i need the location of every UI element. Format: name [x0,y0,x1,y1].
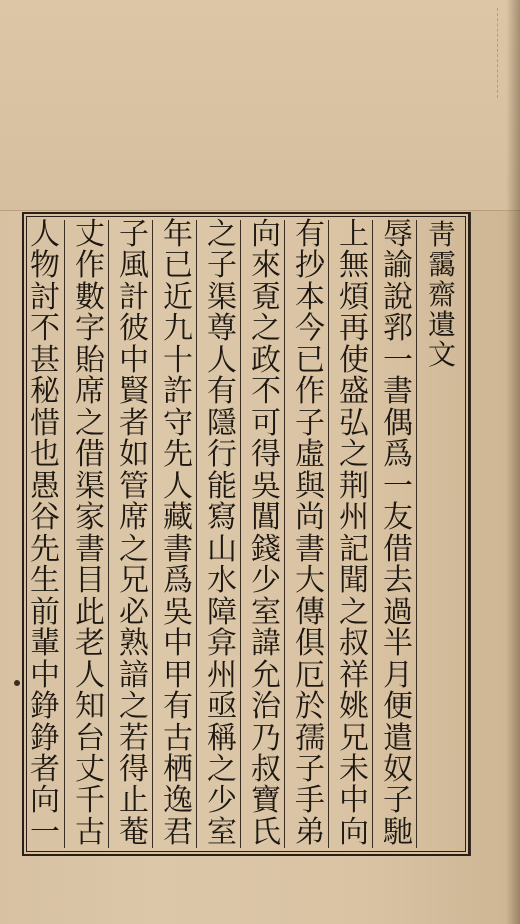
character: 有 [295,217,325,252]
character: 靑 [427,218,456,251]
character: 半 [383,626,413,662]
character: 者 [119,405,149,441]
character: 馳 [383,814,413,850]
character: 聞 [339,563,369,599]
character: 人 [163,468,193,504]
character: 甲 [163,657,193,693]
character: 一 [383,342,413,378]
character: 貽 [75,342,105,378]
character: 之 [339,437,369,473]
character: 栖 [163,751,193,787]
character: 藏 [163,500,193,536]
character: 於 [295,689,325,725]
character: 年 [163,217,193,252]
character: 物 [30,248,60,284]
character: 說 [383,279,413,315]
character: 古 [163,720,193,756]
character: 也 [30,437,60,473]
character: 靄 [427,248,456,281]
character: 使 [339,342,369,378]
character: 台 [75,720,105,756]
character: 近 [163,279,193,315]
character: 允 [251,657,281,693]
character: 錚 [30,689,60,725]
character: 閶 [251,500,281,536]
character: 作 [295,374,325,410]
character: 計 [119,279,149,315]
character: 厄 [295,657,325,693]
character: 吳 [163,594,193,630]
character: 今 [295,311,325,347]
character: 此 [75,594,105,630]
character: 人 [75,657,105,693]
character: 可 [251,405,281,441]
text-column-8 [64,217,115,850]
character: 郛 [383,311,413,347]
character: 月 [383,657,413,693]
character: 吳 [251,468,281,504]
character: 輩 [30,626,60,662]
character: 盛 [339,374,369,410]
fore-edge-strip [470,212,485,856]
character: 如 [119,437,149,473]
character: 寫 [207,500,237,536]
character: 之 [75,405,105,441]
character: 討 [30,279,60,315]
character: 菴 [119,814,149,850]
character: 州 [207,657,237,693]
character: 乃 [251,720,281,756]
character: 亟 [207,689,237,725]
character: 借 [383,531,413,567]
character: 弇 [207,626,237,662]
character: 室 [207,814,237,850]
character: 本 [295,279,325,315]
character: 中 [119,342,149,378]
character: 障 [207,594,237,630]
character: 惜 [30,405,60,441]
text-column-9 [20,217,70,850]
character: 行 [207,437,237,473]
character: 稱 [207,720,237,756]
character: 子 [295,751,325,787]
text-column-3 [284,217,335,850]
character: 大 [295,563,325,599]
character: 弟 [295,814,325,850]
character: 弘 [339,405,369,441]
character: 州 [339,500,369,536]
character: 止 [119,783,149,819]
character: 氏 [251,814,281,850]
character: 者 [30,751,60,787]
character: 逸 [163,783,193,819]
character: 守 [163,405,193,441]
character: 賢 [119,374,149,410]
character: 風 [119,248,149,284]
character: 席 [75,374,105,410]
character: 爲 [383,437,413,473]
character: 書 [163,531,193,567]
binding-hole [14,680,20,686]
character: 得 [119,751,149,787]
character: 先 [163,437,193,473]
character: 隱 [207,405,237,441]
character: 錚 [30,720,60,756]
character: 許 [163,374,193,410]
character: 偶 [383,405,413,441]
character: 必 [119,594,149,630]
character: 之 [207,751,237,787]
character: 上 [339,217,369,252]
character: 書 [75,531,105,567]
character: 得 [251,437,281,473]
character: 有 [163,689,193,725]
character: 子 [119,217,149,252]
character: 彼 [119,311,149,347]
character: 前 [30,594,60,630]
character: 去 [383,563,413,599]
character: 諭 [383,248,413,284]
character: 政 [251,342,281,378]
character: 中 [339,783,369,819]
text-column-title [416,220,467,848]
text-column-1 [372,217,423,850]
page-edge-shadow [506,0,520,924]
character: 手 [295,783,325,819]
character: 尚 [295,500,325,536]
character: 先 [30,531,60,567]
character: 之 [251,311,281,347]
character: 抄 [295,248,325,284]
character: 字 [75,311,105,347]
character: 子 [295,405,325,441]
text-frame [22,212,470,856]
character: 目 [75,563,105,599]
character: 老 [75,626,105,662]
character: 奴 [383,751,413,787]
text-column-7 [108,217,159,850]
character: 已 [163,248,193,284]
character: 錢 [251,531,281,567]
character: 不 [251,374,281,410]
character: 一 [30,814,60,850]
character: 兄 [119,563,149,599]
character: 熟 [119,626,149,662]
character: 有 [207,374,237,410]
character: 谷 [30,500,60,536]
character: 祥 [339,657,369,693]
bleed-through-marks [491,8,498,98]
character: 丈 [75,751,105,787]
character: 子 [383,783,413,819]
character: 中 [30,657,60,693]
blank-upper-margin [0,0,520,211]
character: 少 [251,563,281,599]
character: 一 [383,468,413,504]
character: 不 [30,311,60,347]
character: 遺 [427,308,456,341]
character: 傳 [295,594,325,630]
character: 治 [251,689,281,725]
character: 未 [339,751,369,787]
character: 之 [119,689,149,725]
character: 向 [251,217,281,252]
character: 之 [119,531,149,567]
character: 向 [30,783,60,819]
character: 覔 [251,279,281,315]
text-column-4 [240,217,291,850]
character: 生 [30,563,60,599]
character: 遣 [383,720,413,756]
character: 管 [119,468,149,504]
character: 煩 [339,279,369,315]
character: 之 [207,217,237,252]
text-column-2 [328,217,379,850]
character: 能 [207,468,237,504]
character: 書 [383,374,413,410]
character: 便 [383,689,413,725]
text-column-6 [152,217,203,850]
character: 向 [339,814,369,850]
character: 古 [75,814,105,850]
character: 千 [75,783,105,819]
character: 水 [207,563,237,599]
character: 數 [75,279,105,315]
character: 知 [75,689,105,725]
character: 再 [339,311,369,347]
character: 過 [383,594,413,630]
character: 尊 [207,311,237,347]
character: 人 [207,342,237,378]
character: 九 [163,311,193,347]
character: 渠 [75,468,105,504]
character: 來 [251,248,281,284]
character: 寶 [251,783,281,819]
character: 人 [30,217,60,252]
text-column-5 [196,217,247,850]
character: 之 [339,594,369,630]
character: 室 [251,594,281,630]
character: 渠 [207,279,237,315]
character: 荆 [339,468,369,504]
character: 友 [383,500,413,536]
character: 丈 [75,217,105,252]
character: 已 [295,342,325,378]
character: 家 [75,500,105,536]
character: 十 [163,342,193,378]
character: 秘 [30,374,60,410]
character: 文 [427,338,456,371]
character: 與 [295,468,325,504]
character: 中 [163,626,193,662]
character: 借 [75,437,105,473]
character: 俱 [295,626,325,662]
character: 叔 [339,626,369,662]
character: 虛 [295,437,325,473]
character: 姚 [339,689,369,725]
character: 兄 [339,720,369,756]
character: 子 [207,248,237,284]
character: 作 [75,248,105,284]
character: 君 [163,814,193,850]
character: 孺 [295,720,325,756]
character: 諱 [251,626,281,662]
character: 愚 [30,468,60,504]
character: 少 [207,783,237,819]
character: 齋 [427,278,456,311]
character: 山 [207,531,237,567]
character: 叔 [251,751,281,787]
character: 辱 [383,217,413,252]
character: 諳 [119,657,149,693]
character: 記 [339,531,369,567]
character: 爲 [163,563,193,599]
character: 若 [119,720,149,756]
character: 席 [119,500,149,536]
character: 無 [339,248,369,284]
character: 甚 [30,342,60,378]
character: 書 [295,531,325,567]
